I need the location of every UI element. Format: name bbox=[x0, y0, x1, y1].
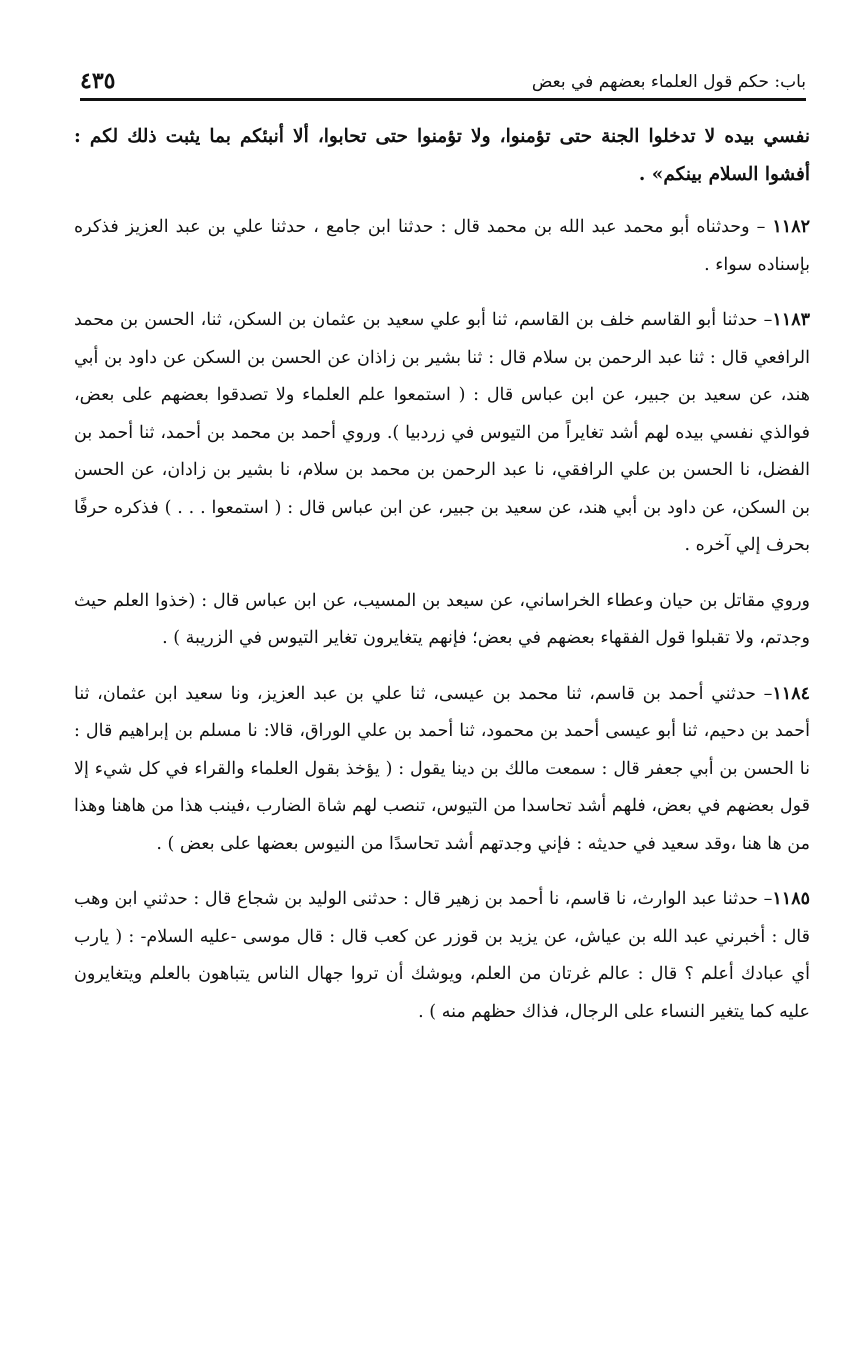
paragraph-text: – حدثني أحمد بن قاسم، ثنا محمد بن عيسى، ثنا علي بن عبد العزيز، ونا سعيد ابن عثمان، ثنا أحمد بن دحيم، ثنا أبو عيسى أحمد بن محمود، ثنا أحمد بن علي الوراق، قالا: نا مسلم بن إبراهيم قال : نا الحسن بن أبي جعفر قال : سمعت مالك بن دينا يقول : ( يؤخذ بقول العلماء والقراء في كل شيء إلا قول بعضهم في بعض، فلهم أشد تحاسدا من التيوس، تنصب لهم شاة الضارب ،فينب هذا من هاهنا وهذا من ها هنا ،وقد سعيد في حديثه : فإني وجدتهم أشد تحاسدًا من النيوس بعضها على بعض ) . bbox=[74, 683, 810, 854]
page-header bbox=[80, 64, 806, 101]
paragraph-1184 bbox=[74, 676, 810, 864]
hadith-number: ١١٨٣ bbox=[772, 310, 810, 330]
paragraph-1182 bbox=[74, 209, 810, 284]
paragraph-text: – حدثنا أبو القاسم خلف بن القاسم، ثنا أبو علي سعيد بن عثمان بن السكن، ثنا، الحسن بن محمد الرافعي قال : ثنا عبد الرحمن بن سلام قال : ثنا بشير بن زاذان عن الحسن بن السكن عن داود بن أبي هند، عن سعيد بن جبير، عن ابن عباس قال : ( استمعوا علم العلماء ولا تصدقوا بعضهم على بعض، فوالذي نفسي بيده لهم أشد تغايراً من التيوس في زردبيا ). وروي أحمد بن محمد بن أحمد، ثنا أحمد بن الفضل، نا الحسن بن علي الرافقي، نا عبد الرحمن بن محمد بن سلام، نا بشير بن زادان، عن الحسن بن السكن، عن داود بن أبي هند، عن سعيد بن جبير، عن ابن عباس قال : ( استمعوا . . . ) فذكره حرفًا بحرف إلي آخره . bbox=[74, 310, 810, 555]
hadith-number: ١١٨٥ bbox=[772, 889, 810, 909]
page-number: ٤٣٥ bbox=[80, 68, 116, 94]
paragraph-text: – وحدثناه أبو محمد عبد الله بن محمد قال : حدثنا ابن جامع ، حدثنا علي بن عبد العزيز فذكره بإسناده سواء . bbox=[74, 217, 810, 275]
paragraph-text: وروي مقاتل بن حيان وعطاء الخراساني، عن سيعد بن المسيب، عن ابن عباس قال : (خذوا العلم حيث وجدتم، ولا تقبلوا قول الفقهاء بعضهم في بعض؛ فإنهم يتغايرون تغاير التيوس في الزريبة ) . bbox=[74, 590, 810, 648]
running-title: باب: حكم قول العلماء بعضهم في بعض bbox=[531, 72, 806, 92]
paragraph-text: نفسي بيده لا تدخلوا الجنة حتى تؤمنوا، ولا تؤمنوا حتى تحابوا، ألا أنبئكم بما يثبت ذلك لكم : أفشوا السلام بينكم» . bbox=[74, 126, 810, 185]
paragraph-hadith-ending bbox=[74, 118, 810, 193]
hadith-number: ١١٨٢ bbox=[772, 217, 810, 237]
paragraph-text: – حدثنا عبد الوارث، نا قاسم، نا أحمد بن زهير قال : حدثنى الوليد بن شجاع قال : حدثني ابن وهب قال : أخبرني عبد الله بن عياش، عن يزيد بن قوزر عن كعب قال : قال موسى -عليه السلام- : ( يارب أي عبادك أعلم ؟ قال : عالم غرتان من العلم، ويوشك أن تروا جهال الناس يتباهون بالعلم ويتغايرون عليه كما يتغير النساء على الرجال، فذاك حظهم منه ) . bbox=[74, 889, 810, 1022]
paragraph-1185 bbox=[74, 881, 810, 1031]
hadith-number: ١١٨٤ bbox=[772, 683, 810, 704]
page-body bbox=[74, 118, 810, 1049]
paragraph-muqatil bbox=[74, 583, 810, 658]
paragraph-1183 bbox=[74, 302, 810, 565]
